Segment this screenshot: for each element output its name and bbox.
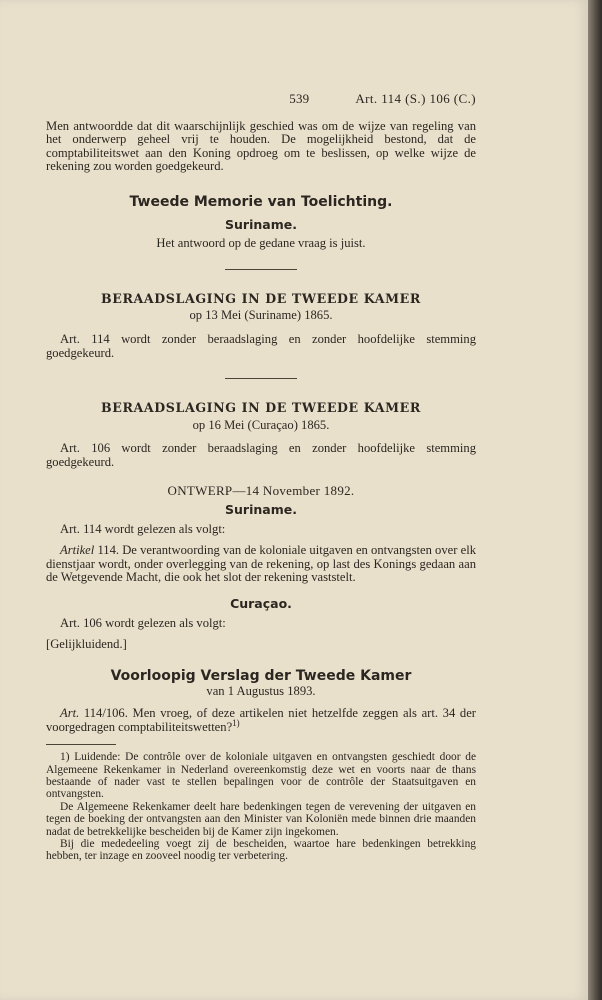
artikel-text: 114. De verantwoording van de koloniale uitgaven en ontvangsten over elk dienstjaar wordt, onder overlegging van de rekening, op last des Konings gedaan aan de Wetgevende Macht, die ook het slot der rekening vaststelt. bbox=[46, 543, 476, 585]
verslag-art-label: Art. bbox=[60, 706, 80, 721]
memorie-title: Tweede Memorie van Toelichting. bbox=[129, 193, 393, 210]
page-content bbox=[46, 92, 476, 863]
ontwerp-artikel bbox=[46, 544, 476, 585]
ontwerp-suriname-label: Suriname. bbox=[225, 502, 297, 518]
ontwerp-curacao-intro: Art. 106 wordt gelezen als volgt: bbox=[60, 615, 226, 630]
running-header bbox=[46, 92, 476, 106]
footnote-mark: 1) bbox=[232, 717, 240, 728]
article-reference: Art. 114 (S.) 106 (C.) bbox=[355, 91, 476, 106]
beraadslaging-text-2: Art. 106 wordt zonder beraadslaging en zonder hoofdelijke stemming goedgekeurd. bbox=[46, 441, 476, 469]
beraadslaging-date-2: op 16 Mei (Curaçao) 1865. bbox=[192, 417, 330, 432]
verslag-title: Voorloopig Verslag der Tweede Kamer bbox=[110, 667, 412, 684]
section-divider bbox=[225, 378, 297, 379]
ontwerp-heading: ONTWERP—14 November 1892. bbox=[167, 482, 355, 498]
verslag-text bbox=[46, 707, 476, 734]
ontwerp-curacao-text: [Gelijkluidend.] bbox=[46, 637, 127, 652]
footnote-p2: De Algemeene Rekenkamer deelt hare bedenkingen tegen de verevening der uitgaven en tegen de boeking der ontvangsten aan den Minister van Koloniën mede binnen drie maanden nadat de betrekkelijke bescheiden bij de Kamer zijn ingekomen. bbox=[46, 800, 476, 838]
ontwerp-suriname-intro: Art. 114 wordt gelezen als volgt: bbox=[60, 521, 226, 536]
memorie-subtitle: Suriname. bbox=[225, 216, 297, 232]
verslag-date: van 1 Augustus 1893. bbox=[206, 684, 316, 699]
book-edge bbox=[588, 0, 602, 1000]
footnote-p1: 1) Luidende: De contrôle over de koloniale uitgaven en ontvangsten geschiedt door de Algemeene Rekenkamer in Nederland overeenkomstig deze wet en voorts naar de thans bestaande of nader vast te stellen bepalingen voor de contrôle der Staatsuitgaven en ontvangsten. bbox=[46, 751, 476, 801]
section-divider bbox=[225, 269, 297, 270]
artikel-label: Artikel bbox=[60, 543, 95, 558]
beraadslaging-heading-2: BERAADSLAGING IN DE TWEEDE KAMER bbox=[101, 400, 421, 416]
beraadslaging-heading-1: BERAADSLAGING IN DE TWEEDE KAMER bbox=[101, 290, 421, 306]
memorie-text: Het antwoord op de gedane vraag is juist. bbox=[156, 236, 366, 251]
footnote-divider bbox=[46, 744, 116, 745]
page-number: 539 bbox=[289, 91, 310, 106]
intro-paragraph: Men antwoordde dat dit waarschijnlijk geschied was om de wijze van regeling van het onderwerp geheel vrij te houden. De mogelijkheid bestond, dat de comptabiliteitswet aan den Koning opdroeg om te beslissen, op welke wijze de rekening zou worden goedgekeurd. bbox=[46, 118, 476, 174]
beraadslaging-text-1: Art. 114 wordt zonder beraadslaging en zonder hoofdelijke stemming goedgekeurd. bbox=[46, 331, 476, 360]
beraadslaging-date-1: op 13 Mei (Suriname) 1865. bbox=[189, 308, 333, 323]
footnote-p3: Bij die mededeeling voegt zij de bescheiden, waartoe hare bedenkingen betrekking hebben, ter inzage en zooveel noodig ter verbetering. bbox=[46, 838, 476, 863]
verslag-body: 114/106. Men vroeg, of deze artikelen niet hetzelfde zeggen als art. 34 der voorgedragen comptabiliteitswetten? bbox=[46, 706, 476, 734]
ontwerp-curacao-label: Curaçao. bbox=[230, 596, 292, 612]
